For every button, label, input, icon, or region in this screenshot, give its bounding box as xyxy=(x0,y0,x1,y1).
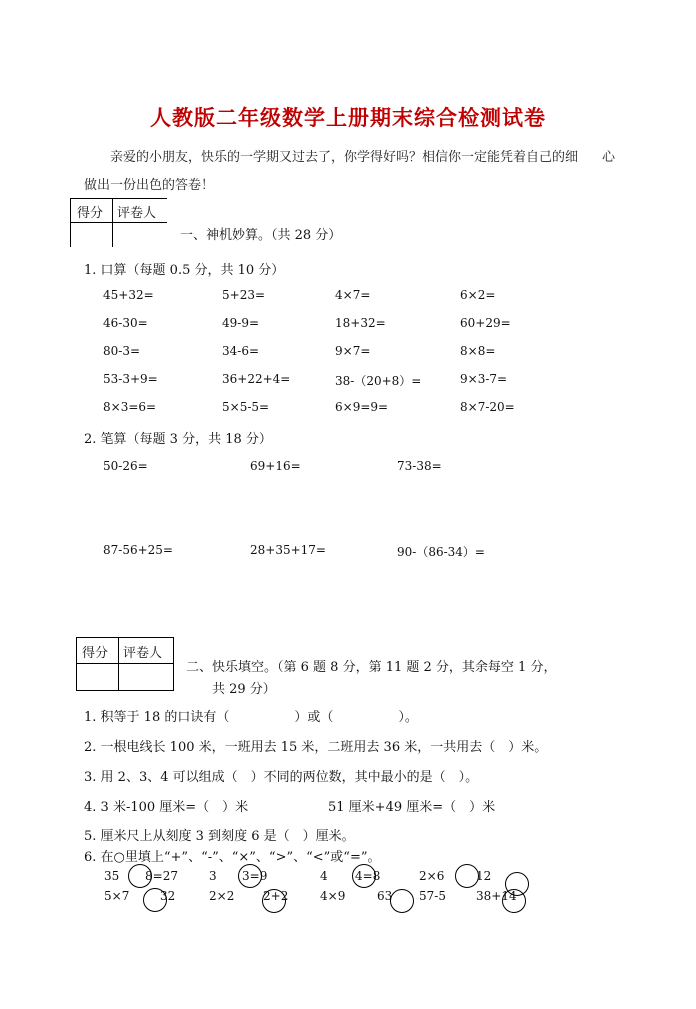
page-title: 人教版二年级数学上册期末综合检测试卷 xyxy=(150,105,546,130)
oral-calc-item: 6×9=9= xyxy=(335,400,389,414)
oral-calc-item: 18+32= xyxy=(335,316,386,330)
fill-item-6: 6. 在○里填上“+”、“-”、“×”、“>”、“<”或“=”。 xyxy=(84,850,381,865)
oral-calc-item: 80-3= xyxy=(103,344,141,358)
oral-calc-item: 8×8= xyxy=(460,344,496,358)
compare-r2-a: 5×7 xyxy=(104,889,130,903)
oral-calc-item: 4×7= xyxy=(335,288,371,302)
intro-line-1-end: 心 xyxy=(602,150,616,165)
score-box-1 xyxy=(70,198,167,247)
intro-line-2: 做出一份出色的答卷！ xyxy=(84,178,215,193)
written-calc-6: 90-（86-34）= xyxy=(397,545,485,559)
fill-item-3: 3. 用 2、3、4 可以组成（ ）不同的两位数，其中最小的是（ ）。 xyxy=(84,770,479,785)
q1-heading: 1. 口算（每题 0.5 分，共 10 分） xyxy=(84,263,285,278)
grader-cell[interactable] xyxy=(119,664,173,690)
section2-heading-line2: 共 29 分） xyxy=(212,682,276,697)
oral-calc-item: 9×7= xyxy=(335,344,371,358)
score-cell[interactable] xyxy=(71,223,113,247)
compare-answer-circle[interactable] xyxy=(390,889,414,913)
compare-answer-circle[interactable] xyxy=(455,864,479,888)
compare-answer-circle[interactable] xyxy=(352,864,376,888)
score-label: 得分 xyxy=(71,199,113,223)
fill-item-4-right: 51 厘米+49 厘米=（ ）米 xyxy=(328,800,496,815)
q2-heading: 2. 笔算（每题 3 分，共 18 分） xyxy=(84,432,272,447)
oral-calc-item: 8×7-20= xyxy=(460,400,515,414)
compare-r1-c: 3 xyxy=(209,869,217,883)
oral-calc-item: 49-9= xyxy=(222,316,260,330)
section1-heading: 一、神机妙算。（共 28 分） xyxy=(180,228,342,243)
fill-item-2: 2. 一根电线长 100 米，一班用去 15 米，二班用去 36 米，一共用去（ ）米。 xyxy=(84,740,548,755)
oral-calc-item: 38-（20+8）= xyxy=(335,374,422,388)
compare-answer-circle[interactable] xyxy=(502,889,526,913)
score-label: 得分 xyxy=(77,638,119,664)
fill-item-1: 1. 积等于 18 的口诀有（ ）或（ ）。 xyxy=(84,710,418,725)
fill-item-4: 4. 3 米-100 厘米=（ ）米 xyxy=(84,800,249,815)
written-calc-3: 73-38= xyxy=(397,459,442,473)
section2-heading-line1: 二、快乐填空。（第 6 题 8 分，第 11 题 2 分，其余每空 1 分， xyxy=(186,660,557,675)
compare-r2-b: 32 xyxy=(160,889,176,903)
oral-calc-item: 46-30= xyxy=(103,316,148,330)
compare-r1-h: 12 xyxy=(476,869,492,883)
written-calc-5: 28+35+17= xyxy=(250,543,326,557)
compare-r2-g: 57-5 xyxy=(419,889,446,903)
grader-label: 评卷人 xyxy=(119,638,173,664)
compare-r2-h: 38+14 xyxy=(476,889,517,903)
oral-calc-item: 5+23= xyxy=(222,288,266,302)
compare-answer-circle[interactable] xyxy=(238,864,262,888)
compare-r2-c: 2×2 xyxy=(209,889,235,903)
compare-answer-circle[interactable] xyxy=(143,888,167,912)
compare-r1-g: 2×6 xyxy=(419,869,445,883)
score-cell[interactable] xyxy=(77,664,119,690)
grader-label: 评卷人 xyxy=(113,199,167,223)
score-box-2 xyxy=(76,637,174,691)
fill-item-5: 5. 厘米尺上从刻度 3 到刻度 6 是（ ）厘米。 xyxy=(84,829,355,844)
oral-calc-item: 45+32= xyxy=(103,288,154,302)
compare-r1-d: 3=9 xyxy=(242,869,268,883)
oral-calc-item: 60+29= xyxy=(460,316,511,330)
oral-calc-item: 5×5-5= xyxy=(222,400,270,414)
oral-calc-item: 9×3-7= xyxy=(460,372,508,386)
oral-calc-item: 6×2= xyxy=(460,288,496,302)
compare-r1-f: 4=8 xyxy=(355,869,381,883)
compare-r2-d: 2+2 xyxy=(263,889,289,903)
compare-answer-circle[interactable] xyxy=(128,864,152,888)
compare-r1-e: 4 xyxy=(320,869,328,883)
compare-r2-e: 4×9 xyxy=(320,889,346,903)
compare-r1-a: 35 xyxy=(104,869,120,883)
compare-r2-f: 63 xyxy=(377,889,393,903)
compare-r1-b: 8=27 xyxy=(145,869,178,883)
written-calc-2: 69+16= xyxy=(250,459,301,473)
oral-calc-item: 34-6= xyxy=(222,344,260,358)
intro-line-1: 亲爱的小朋友，快乐的一学期又过去了，你学得好吗？相信你一定能凭着自己的细 xyxy=(110,150,579,165)
oral-calc-item: 53-3+9= xyxy=(103,372,158,386)
written-calc-4: 87-56+25= xyxy=(103,543,173,557)
compare-answer-circle[interactable] xyxy=(262,889,289,913)
oral-calc-item: 8×3=6= xyxy=(103,400,157,414)
oral-calc-item: 36+22+4= xyxy=(222,372,291,386)
written-calc-1: 50-26= xyxy=(103,459,148,473)
